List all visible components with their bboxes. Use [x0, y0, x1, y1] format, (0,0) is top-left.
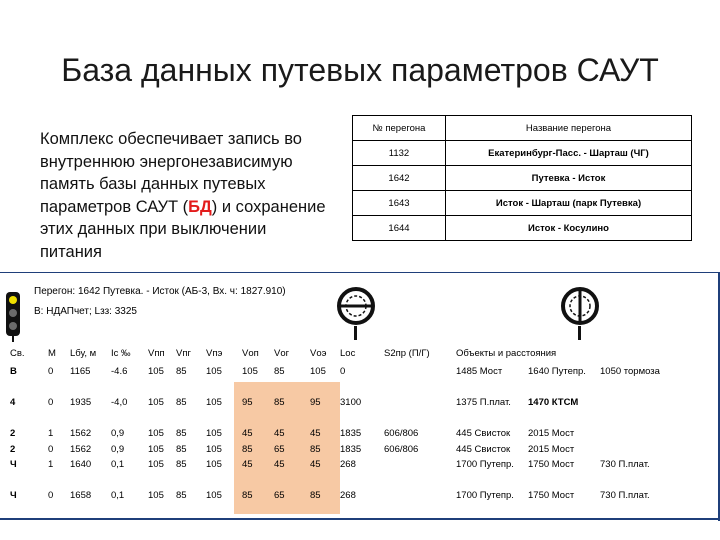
- table-row: [353, 216, 692, 241]
- object-distance: 445 Свисток: [456, 443, 511, 455]
- segment-num: 1644: [353, 216, 446, 241]
- col-voe: 45: [310, 428, 321, 439]
- col-sv: 2: [10, 428, 16, 439]
- col-vog: 85: [274, 366, 285, 377]
- col-ic: 0,1: [111, 490, 125, 501]
- col-vpp: 105: [148, 428, 164, 439]
- db-header-cell: Vпг: [176, 348, 191, 359]
- col-los: 268: [340, 459, 356, 470]
- object-distance: 1700 Путепр.: [456, 459, 514, 470]
- col-vog: 65: [274, 490, 285, 501]
- col-vpg: 85: [176, 459, 187, 470]
- segments-header-row: [353, 116, 692, 141]
- db-header-cell: Объекты и расстояния: [456, 348, 557, 359]
- signal-lamp-off: [9, 309, 17, 317]
- description-after: ) и сохранение этих данных при выключении питания: [40, 197, 326, 261]
- col-los: 3100: [340, 397, 362, 408]
- col-vpe: 105: [206, 490, 222, 501]
- segment-name: Исток - Шарташ (парк Путевка): [446, 191, 692, 216]
- description-highlight: БД: [188, 197, 212, 216]
- col-m: 0: [48, 443, 54, 455]
- col-ic: -4,0: [111, 397, 128, 408]
- object-distance: 1750 Мост: [528, 459, 575, 470]
- traffic-light-icon: [6, 292, 20, 336]
- col-voe: 105: [310, 366, 326, 377]
- signal-marker-pole: [578, 326, 581, 340]
- col-vpe: 105: [206, 443, 222, 455]
- col-lbu: 1935: [70, 397, 92, 408]
- db-header-cell: Vпп: [148, 348, 165, 359]
- signal-marker-icon: [560, 286, 600, 326]
- db-header-cell: Св.: [10, 348, 25, 359]
- segment-name: Путевка - Исток: [446, 166, 692, 191]
- object-distance: 730 П.плат.: [600, 490, 650, 501]
- object-distance: 1470 КТСМ: [528, 397, 579, 408]
- col-vpe: 105: [206, 428, 222, 439]
- col-vop: 85: [242, 443, 253, 455]
- col-m: 0: [48, 366, 54, 377]
- col-sv: 2: [10, 443, 16, 455]
- db-header-cell: Vпэ: [206, 348, 223, 359]
- col-vpe: 105: [206, 459, 222, 470]
- slide-bottom-border: [0, 518, 720, 520]
- segment-info-line: Перегон: 1642 Путевка. - Исток (АБ-3, Вх. ч: 1827.910): [34, 286, 286, 297]
- col-s2pr: 606/806: [384, 443, 419, 455]
- segment-name: Екатеринбург-Пасс. - Шарташ (ЧГ): [446, 141, 692, 166]
- object-distance: 1485 Мост: [456, 366, 503, 377]
- col-vog: 85: [274, 397, 285, 408]
- col-lbu: 1658: [70, 490, 92, 501]
- col-m: 1: [48, 428, 54, 439]
- table-row: [353, 191, 692, 216]
- description-before: Комплекс обеспечивает запись во внутреннюю энергонезависимую память базы данных путевых параметров САУТ (: [40, 130, 302, 216]
- col-ic: 0,1: [111, 459, 125, 470]
- object-distance: 1700 Путепр.: [456, 490, 514, 501]
- col-vop: 85: [242, 490, 253, 501]
- signal-lamp-off: [9, 322, 17, 330]
- db-header-cell: Lос: [340, 348, 356, 359]
- db-header-cell: Vоэ: [310, 348, 327, 359]
- segments-header-num: № перегона: [353, 116, 446, 141]
- segment-num: 1643: [353, 191, 446, 216]
- col-lbu: 1165: [70, 366, 91, 377]
- db-header-cell: S2пр (П/Г): [384, 348, 430, 359]
- signal-marker-pole: [354, 326, 357, 340]
- col-vop: 105: [242, 366, 258, 377]
- col-vog: 65: [274, 443, 285, 455]
- col-lbu: 1562: [70, 428, 92, 439]
- col-sv: Ч: [10, 459, 17, 470]
- col-m: 1: [48, 459, 54, 470]
- col-vpg: 85: [176, 490, 187, 501]
- col-los: 1835: [340, 428, 362, 439]
- page-title: База данных путевых параметров САУТ: [61, 52, 659, 88]
- col-s2pr: 606/806: [384, 428, 419, 439]
- col-m: 0: [48, 490, 54, 501]
- col-sv: В: [10, 366, 17, 377]
- table-row: [353, 166, 692, 191]
- segment-num: 1132: [353, 141, 446, 166]
- col-m: 0: [48, 397, 54, 408]
- object-distance: 1050 тормоза: [600, 366, 660, 377]
- col-vpg: 85: [176, 443, 187, 455]
- description-text: [40, 128, 330, 263]
- segment-num: 1642: [353, 166, 446, 191]
- col-vop: 45: [242, 428, 253, 439]
- col-vpp: 105: [148, 443, 164, 455]
- segments-header-name: Название перегона: [446, 116, 692, 141]
- col-vpg: 85: [176, 428, 187, 439]
- col-vpp: 105: [148, 459, 164, 470]
- col-vog: 45: [274, 459, 285, 470]
- col-voe: 85: [310, 443, 321, 455]
- segment-name: Исток - Косулино: [446, 216, 692, 241]
- col-vog: 45: [274, 428, 285, 439]
- object-distance: 445 Свисток: [456, 428, 511, 439]
- col-voe: 95: [310, 397, 321, 408]
- col-vpp: 105: [148, 397, 164, 408]
- db-header-cell: Ic ‰: [111, 348, 131, 359]
- col-lbu: 1640: [70, 459, 92, 470]
- col-voe: 45: [310, 459, 321, 470]
- object-distance: 1640 Путепр.: [528, 366, 586, 377]
- col-los: 1835: [340, 443, 362, 455]
- db-header-cell: Vоп: [242, 348, 259, 359]
- db-header-cell: Vог: [274, 348, 290, 359]
- object-distance: 1750 Мост: [528, 490, 575, 501]
- object-distance: 1375 П.плат.: [456, 397, 511, 408]
- col-vop: 95: [242, 397, 253, 408]
- col-vpe: 105: [206, 366, 222, 377]
- col-ic: -4.6: [111, 366, 128, 377]
- col-sv: Ч: [10, 490, 17, 501]
- col-los: 0: [340, 366, 346, 377]
- col-vop: 45: [242, 459, 253, 470]
- col-vpg: 85: [176, 366, 187, 377]
- col-ic: 0,9: [111, 443, 125, 455]
- object-distance: 2015 Мост: [528, 428, 575, 439]
- segments-table: [352, 115, 692, 241]
- col-los: 268: [340, 490, 356, 501]
- object-distance: 730 П.плат.: [600, 459, 650, 470]
- db-header-cell: М: [48, 348, 56, 359]
- col-vpp: 105: [148, 366, 164, 377]
- col-ic: 0,9: [111, 428, 125, 439]
- col-sv: 4: [10, 397, 16, 408]
- object-distance: 2015 Мост: [528, 443, 575, 455]
- col-vpe: 105: [206, 397, 222, 408]
- direction-info-line: В: НДАПчет; Lзз: 3325: [34, 306, 137, 317]
- table-row: [353, 141, 692, 166]
- db-header-cell: Lбу, м: [70, 348, 97, 359]
- traffic-light-pole: [12, 336, 14, 342]
- col-lbu: 1562: [70, 443, 92, 455]
- signal-marker-icon: [336, 286, 376, 326]
- signal-lamp-yellow: [9, 296, 17, 304]
- col-vpp: 105: [148, 490, 164, 501]
- col-voe: 85: [310, 490, 321, 501]
- col-vpg: 85: [176, 397, 187, 408]
